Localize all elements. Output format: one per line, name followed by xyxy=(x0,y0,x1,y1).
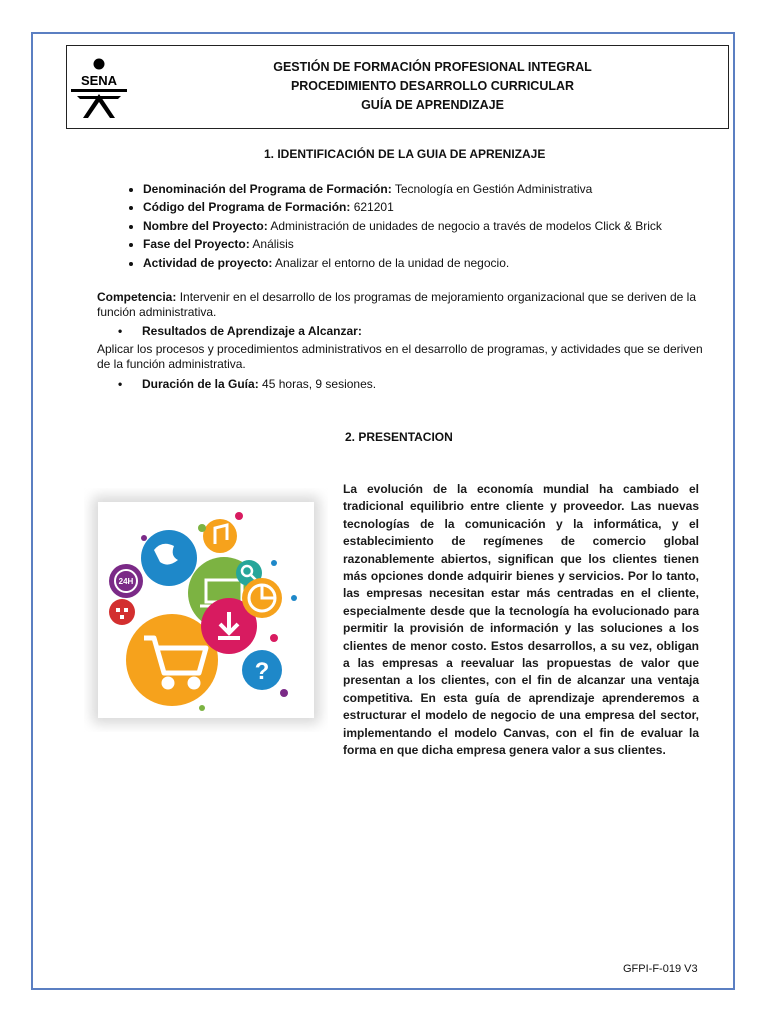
header-line-1: GESTIÓN DE FORMACIÓN PROFESIONAL INTEGRAL xyxy=(273,60,592,74)
header-line-2: PROCEDIMIENTO DESARROLLO CURRICULAR xyxy=(290,79,575,93)
form-code: GFPI-F-019 V3 xyxy=(623,963,698,975)
resultados-heading: • Resultados de Aprendizaje a Alcanzar: xyxy=(118,324,362,338)
resultados-paragraph: Aplicar los procesos y procedimientos administrativos en el desarrollo de programas, y actividades que se deriven de la función administrativa. xyxy=(97,342,703,371)
network-icon xyxy=(109,599,135,625)
document-header xyxy=(66,45,729,129)
header-line-3: GUÍA DE APRENDIZAJE xyxy=(361,98,504,112)
sena-logo xyxy=(69,58,129,120)
section-1-title: 1. IDENTIFICACIÓN DE LA GUIA DE APRENIZAJE xyxy=(264,147,546,161)
competencia-paragraph: Competencia: Intervenir en el desarrollo de los programas de mejoramiento organizacional que se deriven de la función administrativa. xyxy=(97,290,696,319)
list-item: • Actividad de proyecto: Analizar el entorno de la unidad de negocio. xyxy=(143,254,743,272)
svg-text:?: ? xyxy=(254,658,270,685)
identification-list xyxy=(100,180,743,272)
list-item: • Código del Programa de Formación: 621201 xyxy=(143,198,743,216)
list-item: • Denominación del Programa de Formación: Tecnología en Gestión Administrativa xyxy=(143,180,743,198)
section-2-title: 2. PRESENTACION xyxy=(345,430,453,444)
duracion-line: • Duración de la Guía: 45 horas, 9 sesiones. xyxy=(118,377,377,391)
music-icon xyxy=(203,519,237,553)
ecommerce-illustration xyxy=(84,488,328,732)
list-item: • Nombre del Proyecto: Administración de unidades de negocio a través de modelos Click & Brick xyxy=(143,217,743,235)
list-item: • Fase del Proyecto: Análisis xyxy=(143,235,743,253)
24h-badge-text: 24H xyxy=(118,577,134,586)
presentation-paragraph: La evolución de la economía mundial ha cambiado el tradicional equilibrio entre cliente y proveedor. Las nuevas tecnologías de la comunicación y la informática, y el establecimiento de regímenes de comercio global razonablemente abiertos, significan que los clientes tienen más opciones donde adquirir bienes y servicios. Por lo tanto, las empresas necesitan estar más centradas en el cliente, especialmente desde que la tecnología ha evolucionado para permitir la provisión de información y las soluciones a los clientes de menor costo. Estos desarrollos, a su vez, obligan a las empresas a reevaluar las propuestas de valor que presentan a los clientes, con el fin de alcanzar una ventaja competitiva. En esta guía de aprendizaje aprenderemos a estructurar el modelo de negocio de una empresa del sector, implementando el modelo Canvas, con el fin de evaluar la forma en que dicha empresa genera valor a sus clientes. xyxy=(343,482,699,758)
logo-text: SENA xyxy=(80,73,118,88)
